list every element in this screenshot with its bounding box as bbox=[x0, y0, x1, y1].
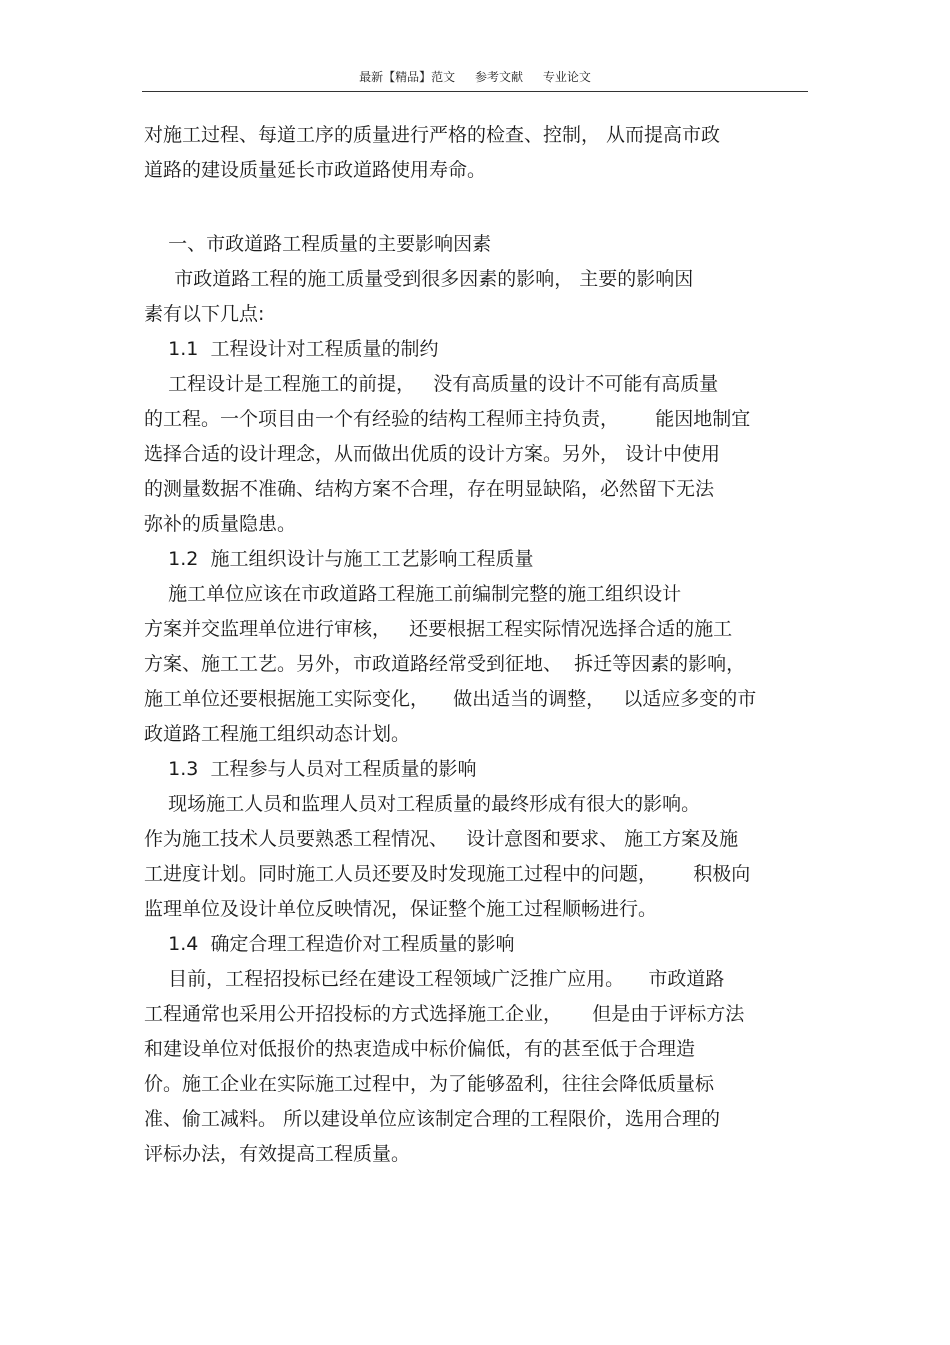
text-line: 价。施工企业在实际施工过程中，为了能够盈利，往往会降低质量标 bbox=[144, 1073, 715, 1095]
text-line: 素有以下几点: bbox=[144, 303, 265, 325]
text-line: 选择合适的设计理念，从而做出优质的设计方案。另外， 设计中使用 bbox=[144, 443, 721, 465]
text-line: 道路的建设质量延长市政道路使用寿命。 bbox=[144, 159, 487, 181]
text-line: 工进度计划。同时施工人员还要及时发现施工过程中的问题， 积极向 bbox=[144, 863, 751, 885]
text-line: 准、偷工减料。 所以建设单位应该制定合理的工程限价，选用合理的 bbox=[144, 1108, 721, 1130]
header-item-3: 专业论文 bbox=[542, 70, 591, 84]
page-header bbox=[142, 68, 808, 85]
text-line: 工程通常也采用公开招投标的方式选择施工企业， 但是由于评标方法 bbox=[144, 1003, 745, 1025]
text-line: 现场施工人员和监理人员对工程质量的最终形成有很大的影响。 bbox=[144, 793, 701, 815]
header-item-1: 最新【精品】范文 bbox=[359, 70, 456, 84]
section-heading: 一、市政道路工程质量的主要影响因素 bbox=[144, 233, 492, 255]
subsection-heading: 1.1 工程设计对工程质量的制约 bbox=[144, 338, 439, 360]
text-line: 市政道路工程的施工质量受到很多因素的影响， 主要的影响因 bbox=[144, 268, 694, 290]
text-line: 监理单位及设计单位反映情况，保证整个施工过程顺畅进行。 bbox=[144, 898, 658, 920]
text-line: 弥补的质量隐患。 bbox=[144, 513, 297, 535]
text-line: 目前，工程招投标已经在建设工程领域广泛推广应用。 市政道路 bbox=[144, 968, 725, 990]
header-divider bbox=[142, 91, 808, 92]
subsection-heading: 1.2 施工组织设计与施工工艺影响工程质量 bbox=[144, 548, 534, 570]
text-line: 和建设单位对低报价的热衷造成中标价偏低，有的甚至低于合理造 bbox=[144, 1038, 696, 1060]
text-line: 施工单位应该在市政道路工程施工前编制完整的施工组织设计 bbox=[144, 583, 682, 605]
text-line: 政道路工程施工组织动态计划。 bbox=[144, 723, 411, 745]
text-line: 方案并交监理单位进行审核， 还要根据工程实际情况选择合适的施工 bbox=[144, 618, 733, 640]
header-item-2: 参考文献 bbox=[474, 70, 523, 84]
text-line: 方案、施工工艺。另外，市政道路经常受到征地、 拆迁等因素的影响， bbox=[144, 653, 746, 675]
text-line: 评标办法，有效提高工程质量。 bbox=[144, 1143, 411, 1165]
text-line: 作为施工技术人员要熟悉工程情况、 设计意图和要求、 施工方案及施 bbox=[144, 828, 739, 850]
text-line: 的测量数据不准确、结构方案不合理，存在明显缺陷，必然留下无法 bbox=[144, 478, 715, 500]
text-line: 施工单位还要根据施工实际变化， 做出适当的调整， 以适应多变的市 bbox=[144, 688, 757, 710]
subsection-heading: 1.3 工程参与人员对工程质量的影响 bbox=[144, 758, 477, 780]
subsection-heading: 1.4 确定合理工程造价对工程质量的影响 bbox=[144, 933, 515, 955]
text-line: 对施工过程、每道工序的质量进行严格的检查、控制， 从而提高市政 bbox=[144, 124, 721, 146]
text-line: 的工程。一个项目由一个有经验的结构工程师主持负责， 能因地制宜 bbox=[144, 408, 751, 430]
text-line: 工程设计是工程施工的前提， 没有高质量的设计不可能有高质量 bbox=[144, 373, 719, 395]
